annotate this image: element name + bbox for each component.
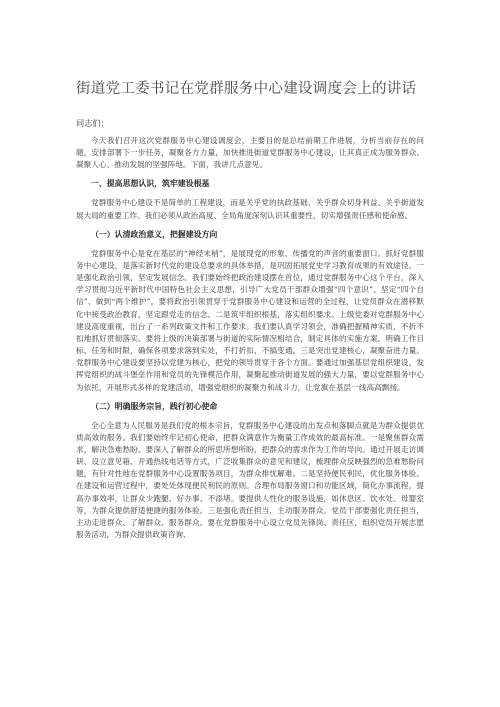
section-1-heading: 一、提高思想认识，筑牢建设根基 [91, 179, 210, 189]
document-title: 街道党工委书记在党群服务中心建设调度会上的讲话 [76, 81, 417, 97]
intro-paragraph: 今天我们召开这次党群服务中心建设调度会，主要目的是总结前期工作进展，分析当前存在的问题，安排部署下一步任务，凝聚各方力量，加快推进街道党群服务中心建设，让其真正成为服务群众、凝聚人心、推动发展的坚强阵地。下面，我讲几点意见。 [76, 136, 424, 170]
subsection-1-heading: （一）认清政治意义，把握建设方向 [91, 229, 218, 239]
salutation: 同志们： [76, 118, 109, 128]
subsection-1-paragraph: 党群服务中心是党在基层的“神经末梢”，是展现党的形象、传播党的声音的重要窗口。抓好党群服务中心建设，是落实新时代党的建设总要求的具体举措，是巩固拓展党史学习教育成果的有效途径。一是强化政治引领，坚定发展信念。我们要始终把政治建设摆在首位，通过党群服务中心这个平台，深入学习贯彻习近平新时代中国特色社会主义思想，引导广大党员干部群众增强“四个意识”、坚定“四个自信”、做到“两个维护”。要将政治引领贯穿于党群服务中心建设和运营的全过程，让党员群众在潜移默化中接受政治教育，坚定跟党走的信念。二是筑牢组织根基，落实组织要求。上级党委对党群服务中心建设高度重视，出台了一系列政策文件和工作要求。我们要认真学习领会，准确把握精神实质，不折不扣地抓好贯彻落实。要将上级的决策部署与街道的实际情况相结合，制定具体的实施方案，明确工作目标、任务和时限，确保各项要求落到实处，不打折扣、不搞变通。三是突出党建核心，凝聚奋进力量。党群服务中心建设要坚持以党建为核心，把党的领导贯穿于各个方面。要通过加强基层党组织建设，发挥党组织的战斗堡垒作用和党员的先锋模范作用，凝聚起推动街道发展的强大力量，要以党群服务中心为依托，开展形式多样的党建活动，增强党组织的凝聚力和战斗力，让党旗在基层一线高高飘扬。 [76, 248, 424, 392]
subsection-2-paragraph: 全心全意为人民服务是我们党的根本宗旨，党群服务中心建设的出发点和落脚点就是为群众提供优质高效的服务。我们要始终牢记初心使命，把群众满意作为衡量工作成效的最高标准。一是聚焦群众需求，解决急难愁盼。要深入了解群众的所思所想所盼，把群众的需求作为工作的导向。通过开展走访调研、设立意见箱、开通热线电话等方式，广泛收集群众的意见和建议，梳理群众反映强烈的急难愁盼问题，有针对性地在党群服务中心设置服务项目，为群众排忧解难。二是坚持便民利民，优化服务体验。在建设和运营过程中，要处处体现便民利民的原则。合理布局服务窗口和功能区域，简化办事流程，提高办事效率，让群众少跑腿、好办事、不添堵。要提供人性化的服务设施，如休息区、饮水处、母婴室等，为群众提供舒适便捷的服务体验。三是强化责任担当，主动服务群众。党员干部要强化责任担当，主动走进群众、了解群众、服务群众。要在党群服务中心设立党员先锋岗、责任区，组织党员开展志愿服务活动，为群众提供政策咨询、 [76, 420, 424, 540]
subsection-2-heading: （二）明确服务宗旨，践行初心使命 [91, 401, 218, 411]
section-1-paragraph: 党群服务中心建设不是简单的工程建设，而是关乎党的执政基础、关乎群众切身利益、关乎街道发展大局的重要工作。我们必须从政治高度、全局角度深刻认识其重要性，切实增强责任感和使命感。 [76, 198, 424, 220]
document-page [76, 78, 424, 541]
